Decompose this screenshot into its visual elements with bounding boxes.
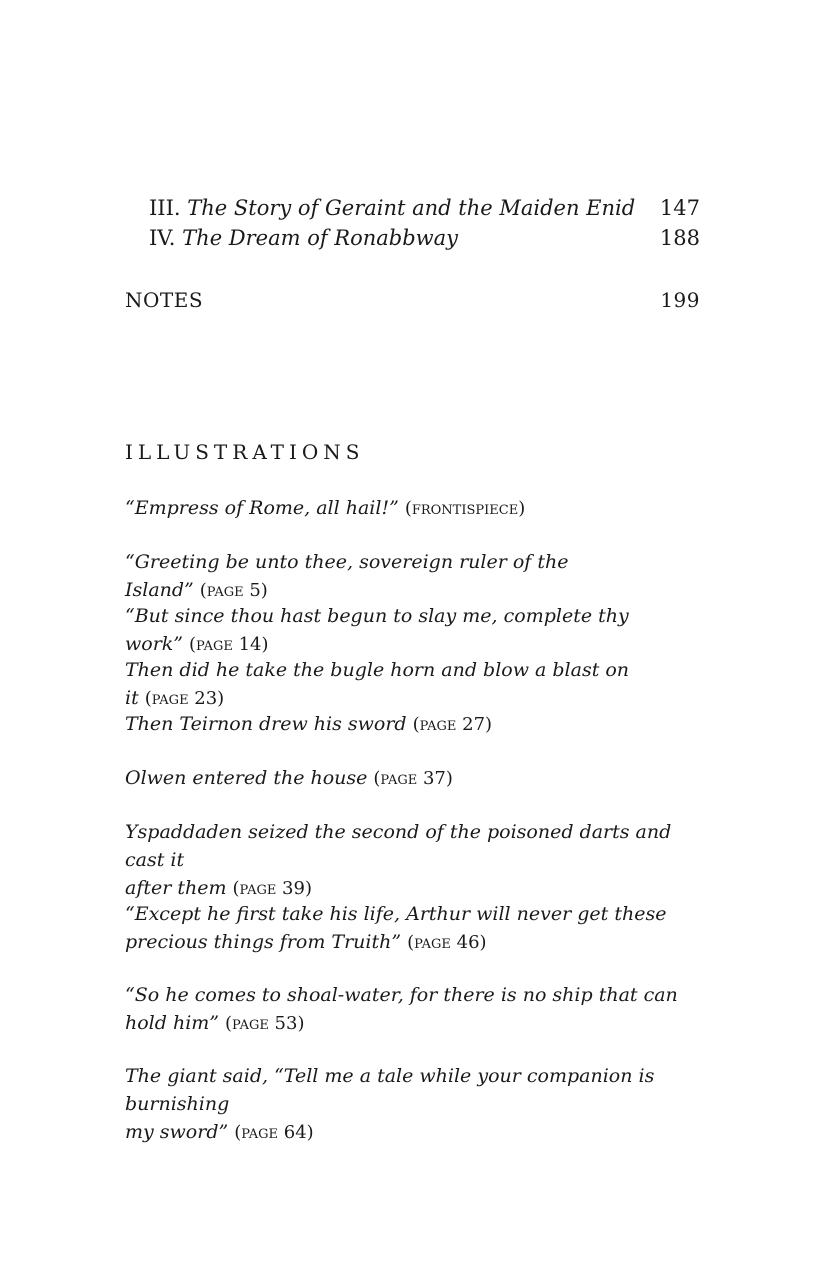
illustration-caption: Then Teirnon drew his sword xyxy=(125,713,407,735)
illustration-item xyxy=(125,1062,685,1147)
illustration-item xyxy=(125,602,685,659)
illustration-page-ref: (page 46) xyxy=(407,932,487,953)
illustration-page-ref: (page 64) xyxy=(234,1122,314,1143)
illustrations-heading: ILLUSTRATIONS xyxy=(125,440,365,464)
illustration-page-ref: (page 39) xyxy=(232,878,312,899)
toc-entry xyxy=(125,224,700,252)
notes-entry xyxy=(125,286,700,314)
illustration-caption-line: precious things from Truith” xyxy=(125,931,402,953)
illustration-caption: “But since thou hast begun to slay me, complete thy work” xyxy=(125,605,629,655)
illustration-page-ref: (page 37) xyxy=(373,768,453,789)
toc-page-number: 147 xyxy=(659,196,700,220)
notes-label: NOTES xyxy=(125,288,204,312)
illustration-caption: “Empress of Rome, all hail!” xyxy=(125,497,399,519)
illustration-item xyxy=(125,764,685,793)
notes-page-number: 199 xyxy=(660,288,700,312)
toc-page-number: 188 xyxy=(659,226,700,250)
illustration-caption-line: “Except he first take his life, Arthur will never get these xyxy=(125,903,667,925)
illustration-item xyxy=(125,900,685,957)
illustration-caption-line: The giant said, “Tell me a tale while your companion is burnishing xyxy=(125,1065,655,1115)
illustration-item xyxy=(125,981,685,1038)
illustration-item xyxy=(125,710,685,739)
illustration-item xyxy=(125,818,685,903)
illustration-page-ref: (frontispiece) xyxy=(404,498,526,519)
illustration-caption-line: “So he comes to shoal-water, for there is no ship that can xyxy=(125,984,678,1006)
illustration-page-ref: (page 14) xyxy=(189,634,269,655)
illustration-page-ref: (page 27) xyxy=(412,714,493,735)
toc-numeral: IV. xyxy=(149,226,176,250)
toc-title: The Story of Geraint and the Maiden Enid xyxy=(187,196,636,220)
illustration-page-ref: (page 5) xyxy=(199,580,268,601)
illustration-caption: Olwen entered the house xyxy=(125,767,368,789)
illustration-page-ref: (page 53) xyxy=(225,1013,305,1034)
toc-numeral: III. xyxy=(149,196,181,220)
illustration-caption-line: Yspaddaden seized the second of the poisoned darts and cast it xyxy=(125,821,672,871)
illustration-caption-line: after them xyxy=(125,877,227,899)
illustration-page-ref: (page 23) xyxy=(144,688,225,709)
illustration-caption: “Greeting be unto thee, sovereign ruler of the Island” xyxy=(125,551,569,601)
illustration-item xyxy=(125,548,685,605)
illustration-item xyxy=(125,656,685,713)
illustration-caption-line: hold him” xyxy=(125,1012,219,1034)
illustration-caption: Then did he take the bugle horn and blow a blast on it xyxy=(125,659,630,709)
toc-entry xyxy=(125,194,700,222)
toc-title: The Dream of Ronabbway xyxy=(182,226,459,250)
illustration-item xyxy=(125,494,685,523)
illustration-caption-line: my sword” xyxy=(125,1121,229,1143)
